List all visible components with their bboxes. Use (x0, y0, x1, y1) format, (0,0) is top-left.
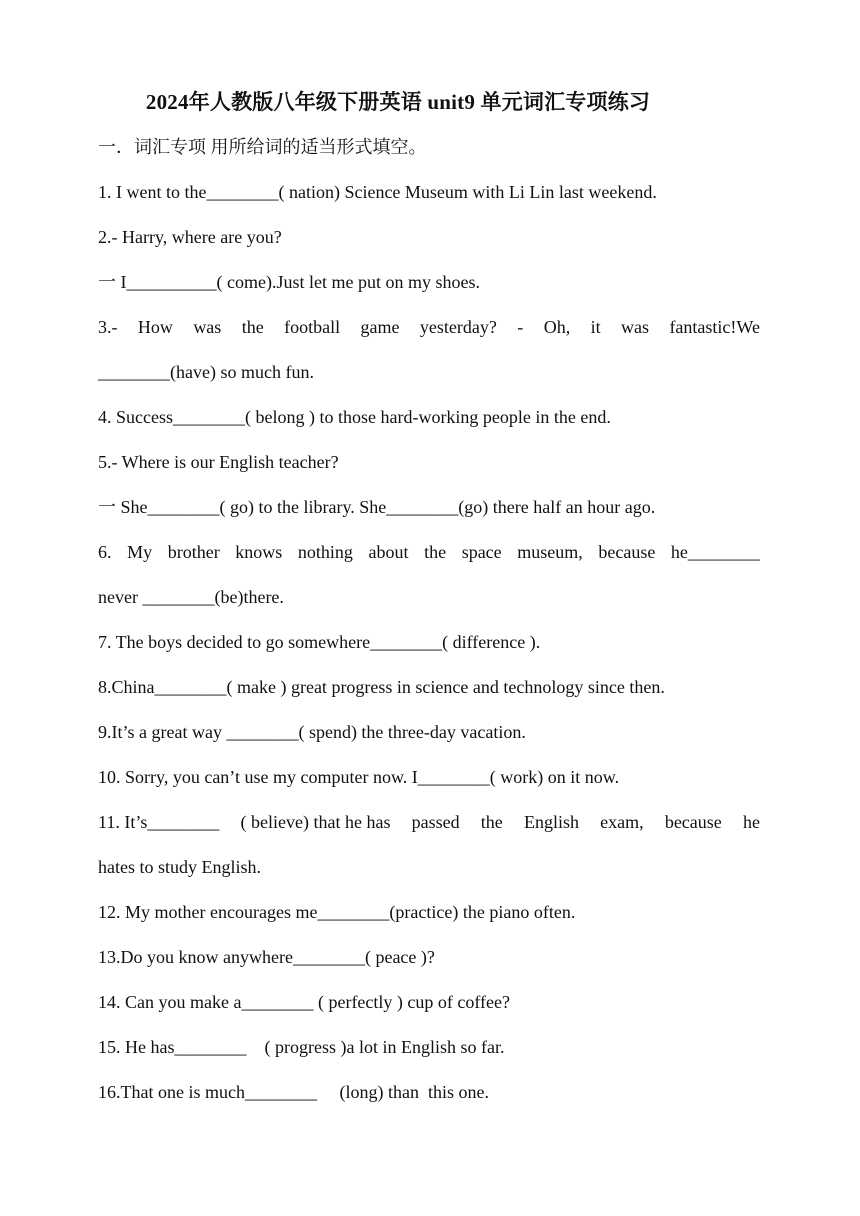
exercise-line-11 (98, 807, 760, 837)
word: fantastic!We (669, 317, 760, 337)
word: passed (411, 812, 460, 832)
exercise-line-8: 8.China________( make ) great progress in science and technology since then. (98, 677, 665, 697)
word: - (517, 317, 524, 337)
exercise-line-3-cont: ________(have) so much fun. (98, 362, 314, 382)
page-title: 2024年人教版八年级下册英语 unit9 单元词汇专项练习 (145, 90, 651, 114)
word: brother (167, 542, 220, 562)
exercise-line-15: 15. He has________ ( progress )a lot in English so far. (98, 1037, 505, 1057)
word: 11. It’s________ (98, 812, 220, 832)
word: knows (235, 542, 283, 562)
word: was (621, 317, 650, 337)
word: because (598, 542, 656, 562)
word: because (664, 812, 722, 832)
exercise-line-3 (98, 312, 760, 342)
word: space (461, 542, 502, 562)
exercise-line-13: 13.Do you know anywhere________( peace )? (98, 947, 435, 967)
section-heading: 一．词汇专项 用所给词的适当形式填空。 (98, 137, 427, 157)
word: nothing (297, 542, 353, 562)
exercise-line-4: 4. Success________( belong ) to those hard-working people in the end. (98, 407, 611, 427)
exercise-line-10: 10. Sorry, you can’t use my computer now. I________( work) on it now. (98, 767, 620, 787)
word: My (127, 542, 153, 562)
word: was (193, 317, 222, 337)
word: it (590, 317, 601, 337)
exercise-line-14: 14. Can you make a________ ( perfectly ) cup of coffee? (98, 992, 511, 1012)
exercise-line-7: 7. The boys decided to go somewhere________( difference ). (98, 632, 541, 652)
word: ( believe) that he has (240, 812, 391, 832)
exercise-line-6 (98, 537, 760, 567)
exercise-line-11-cont: hates to study English. (98, 857, 261, 877)
exercise-line-16: 16.That one is much________ (long) than this one. (98, 1082, 489, 1102)
word: the (480, 812, 503, 832)
word: 3.- (98, 317, 118, 337)
exercise-line-12: 12. My mother encourages me________(practice) the piano often. (98, 902, 576, 922)
word: 6. (98, 542, 112, 562)
word: Oh, (543, 317, 571, 337)
word: English (523, 812, 579, 832)
exercise-line-2: 2.- Harry, where are you? (98, 227, 282, 247)
word: the (424, 542, 447, 562)
word: yesterday? (419, 317, 497, 337)
word: he (742, 812, 760, 832)
word: game (360, 317, 400, 337)
exercise-line-9: 9.It’s a great way ________( spend) the three-day vacation. (98, 722, 526, 742)
word: How (137, 317, 173, 337)
word: about (368, 542, 409, 562)
exercise-line-5-answer: 一 She________( go) to the library. She________(go) there half an hour ago. (98, 497, 656, 517)
word: museum, (517, 542, 583, 562)
exercise-line-5: 5.- Where is our English teacher? (98, 452, 339, 472)
word: exam, (600, 812, 644, 832)
exercise-line-6-cont: never ________(be)there. (98, 587, 284, 607)
word: the (241, 317, 264, 337)
word: football (284, 317, 341, 337)
exercise-line-2-answer: 一 I__________( come).Just let me put on my shoes. (98, 272, 480, 292)
word: he________ (670, 542, 760, 562)
exercise-line-1: 1. I went to the________( nation) Science Museum with Li Lin last weekend. (98, 182, 657, 202)
